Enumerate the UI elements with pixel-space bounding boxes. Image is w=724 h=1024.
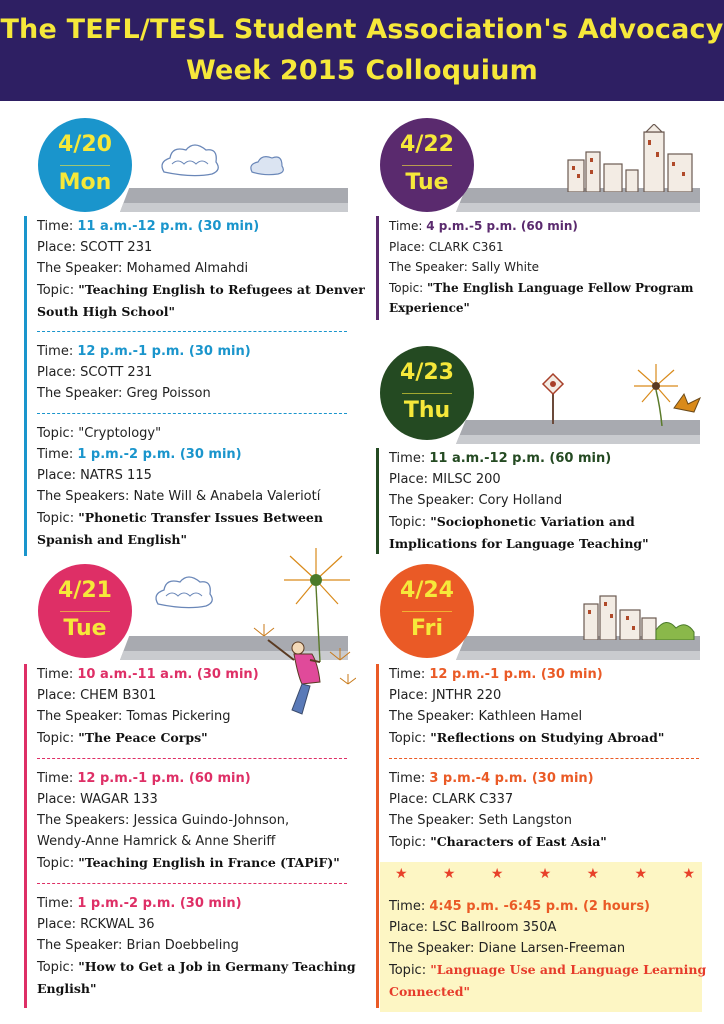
fri-date-badge xyxy=(380,564,474,658)
topic-label: Topic: xyxy=(37,960,79,975)
tue22-event-1 xyxy=(389,216,694,319)
place-value: MILSC 200 xyxy=(432,472,501,487)
topic-label: Topic: xyxy=(37,511,79,526)
place-value: CLARK C337 xyxy=(432,792,514,807)
dandelion-icon xyxy=(630,360,704,426)
place-label: Place: xyxy=(389,239,429,254)
place-label: Place: xyxy=(37,240,81,255)
place-value: SCOTT 231 xyxy=(80,365,153,380)
speaker-label: The Speaker: xyxy=(37,261,127,276)
place-value: RCKWAL 36 xyxy=(80,917,155,932)
mon-section xyxy=(24,216,365,556)
topic-value: "Cryptology" xyxy=(78,426,162,441)
place-value: SCOTT 231 xyxy=(80,240,153,255)
speaker-value: Cory Holland xyxy=(478,493,563,508)
cloud-icon xyxy=(152,574,218,614)
event-divider xyxy=(37,331,347,332)
badge-separator xyxy=(402,393,452,394)
topic-value: "Sociophonetic Variation and xyxy=(430,514,635,529)
place-value: NATRS 115 xyxy=(80,468,152,483)
tue22-date-badge xyxy=(380,118,474,212)
time-label: Time: xyxy=(389,899,430,914)
topic-label: Topic: xyxy=(389,515,431,530)
fri-event-2 xyxy=(389,768,706,853)
tue22-section xyxy=(376,216,694,320)
time-value: 1 p.m.-2 p.m. (30 min) xyxy=(77,896,242,911)
fri-day-name: Fri xyxy=(410,616,443,641)
topic-value-cont: Connected" xyxy=(389,984,471,999)
place-value: CLARK C361 xyxy=(428,239,504,254)
place-value: LSC Ballroom 350A xyxy=(432,920,557,935)
time-value: 12 p.m.-1 p.m. (30 min) xyxy=(429,667,603,682)
place-value: WAGAR 133 xyxy=(80,792,158,807)
badge-separator xyxy=(60,165,110,166)
city-buildings-icon xyxy=(560,124,700,192)
topic-value: "Teaching English in France (TAPiF)" xyxy=(78,855,340,870)
star-icon: ★ xyxy=(490,866,504,882)
badge-separator xyxy=(402,611,452,612)
star-icon: ★ xyxy=(586,866,600,882)
signpost-icon xyxy=(538,372,568,424)
speakers-label: The Speakers: xyxy=(37,813,134,828)
time-value: 4 p.m.-5 p.m. (60 min) xyxy=(426,219,578,233)
speakers-value: Jessica Guindo-Johnson, xyxy=(133,813,290,828)
speakers-label: The Speakers: xyxy=(37,489,134,504)
fri-date: 4/24 xyxy=(400,578,454,603)
event-divider xyxy=(37,758,347,759)
thu-section xyxy=(376,448,649,554)
place-label: Place: xyxy=(389,688,433,703)
topic-value: "The Peace Corps" xyxy=(78,730,208,745)
topic-label: Topic: xyxy=(37,426,79,441)
mon-event-2 xyxy=(37,341,365,404)
topic-label: Topic: xyxy=(389,963,431,978)
mon-day-name: Mon xyxy=(58,170,112,195)
mon-event-3 xyxy=(37,423,365,550)
tue21-date: 4/21 xyxy=(58,578,112,603)
topic-value-cont: Experience" xyxy=(389,301,470,315)
event-divider xyxy=(37,883,347,884)
time-value: 3 p.m.-4 p.m. (30 min) xyxy=(429,771,594,786)
topic-value: "Reflections on Studying Abroad" xyxy=(430,730,665,745)
star-icon: ★ xyxy=(442,866,456,882)
speaker-label: The Speaker: xyxy=(389,709,479,724)
time-label: Time: xyxy=(389,771,430,786)
event-divider xyxy=(389,758,699,759)
star-icon: ★ xyxy=(682,866,695,882)
topic-label: Topic: xyxy=(37,731,79,746)
place-label: Place: xyxy=(389,792,433,807)
speaker-value: Mohamed Almahdi xyxy=(126,261,249,276)
fri-event-1 xyxy=(389,664,706,749)
tue22-date: 4/22 xyxy=(400,132,454,157)
speaker-label: The Speaker: xyxy=(389,493,479,508)
topic-value: "Phonetic Transfer Issues Between xyxy=(78,510,323,525)
page-title-line1: The TEFL/TESL Student Association's Advocacy xyxy=(0,14,724,45)
tue21-event-2 xyxy=(37,768,356,874)
mon-event-1 xyxy=(37,216,365,322)
time-value: 11 a.m.-12 p.m. (60 min) xyxy=(429,451,612,466)
time-label: Time: xyxy=(389,667,430,682)
speaker-label: The Speaker: xyxy=(37,386,127,401)
speaker-value: Diane Larsen-Freeman xyxy=(478,941,626,956)
speaker-value: Kathleen Hamel xyxy=(478,709,583,724)
speaker-value: Greg Poisson xyxy=(126,386,211,401)
time-label: Time: xyxy=(37,667,78,682)
header-banner xyxy=(0,0,724,101)
thu-day-name: Thu xyxy=(403,398,451,423)
speaker-label: The Speaker: xyxy=(37,709,127,724)
time-label: Time: xyxy=(37,896,78,911)
speakers-value: Nate Will & Anabela Valeriotí xyxy=(133,489,321,504)
tue21-section xyxy=(24,664,356,1008)
fri-section xyxy=(376,664,706,1008)
time-label: Time: xyxy=(37,447,78,462)
cloud-icon xyxy=(158,142,222,182)
cloud-icon xyxy=(248,152,288,178)
time-label: Time: xyxy=(37,344,78,359)
mon-date: 4/20 xyxy=(58,132,112,157)
mon-date-badge xyxy=(38,118,132,212)
tue22-day-name: Tue xyxy=(405,170,449,195)
place-label: Place: xyxy=(37,917,81,932)
place-label: Place: xyxy=(37,468,81,483)
place-value: JNTHR 220 xyxy=(432,688,502,703)
thu-event-1 xyxy=(389,448,649,554)
speakers-value-cont: Wendy-Anne Hamrick & Anne Sheriff xyxy=(37,834,276,849)
thu-date: 4/23 xyxy=(400,360,454,385)
badge-separator xyxy=(60,611,110,612)
topic-value-cont: Spanish and English" xyxy=(37,532,187,547)
topic-label: Topic: xyxy=(37,283,79,298)
time-label: Time: xyxy=(37,219,78,234)
thu-date-badge xyxy=(380,346,474,440)
speaker-value: Seth Langston xyxy=(478,813,572,828)
topic-value: "The English Language Fellow Program xyxy=(427,280,694,295)
time-label: Time: xyxy=(37,771,78,786)
page-title-line2: Week 2015 Colloquium xyxy=(186,55,538,86)
topic-value-cont: English" xyxy=(37,981,97,996)
star-icon: ★ xyxy=(538,866,552,882)
mon-ground-strip xyxy=(120,188,348,212)
speaker-label: The Speaker: xyxy=(389,260,472,274)
speaker-label: The Speaker: xyxy=(389,941,479,956)
star-icon: ★ xyxy=(395,866,408,882)
time-value: 4:45 p.m. -6:45 p.m. (2 hours) xyxy=(429,899,650,914)
place-label: Place: xyxy=(37,365,81,380)
fri-event-3 xyxy=(389,896,706,1002)
place-label: Place: xyxy=(389,920,433,935)
topic-value-cont: South High School" xyxy=(37,304,176,319)
topic-value: "Language Use and Language Learning xyxy=(430,962,707,977)
time-label: Time: xyxy=(389,451,430,466)
speaker-label: The Speaker: xyxy=(389,813,479,828)
time-value: 11 a.m.-12 p.m. (30 min) xyxy=(77,219,260,234)
place-label: Place: xyxy=(37,688,81,703)
time-label: Time: xyxy=(389,219,427,233)
topic-value-cont: Implications for Language Teaching" xyxy=(389,536,649,551)
topic-label: Topic: xyxy=(389,280,428,295)
place-value: CHEM B301 xyxy=(80,688,157,703)
time-value: 12 p.m.-1 p.m. (60 min) xyxy=(77,771,251,786)
star-icon: ★ xyxy=(634,866,648,882)
time-value: 1 p.m.-2 p.m. (30 min) xyxy=(77,447,242,462)
speaker-value: Brian Doebbeling xyxy=(126,938,239,953)
place-label: Place: xyxy=(389,472,433,487)
time-value: 12 p.m.-1 p.m. (30 min) xyxy=(77,344,251,359)
town-buildings-icon xyxy=(578,580,696,640)
speaker-label: The Speaker: xyxy=(37,938,127,953)
place-label: Place: xyxy=(37,792,81,807)
topic-value: "Characters of East Asia" xyxy=(430,834,607,849)
badge-separator xyxy=(402,165,452,166)
time-value: 10 a.m.-11 a.m. (30 min) xyxy=(77,667,259,682)
topic-value: "Teaching English to Refugees at Denver xyxy=(78,282,365,297)
topic-label: Topic: xyxy=(389,835,431,850)
speaker-value: Sally White xyxy=(471,260,540,274)
speaker-value: Tomas Pickering xyxy=(126,709,231,724)
tue21-event-3 xyxy=(37,893,356,999)
topic-label: Topic: xyxy=(37,856,79,871)
topic-label: Topic: xyxy=(389,731,431,746)
tue21-date-badge xyxy=(38,564,132,658)
tue21-event-1 xyxy=(37,664,356,749)
event-divider xyxy=(37,413,347,414)
tue21-day-name: Tue xyxy=(63,616,107,641)
topic-value: "How to Get a Job in Germany Teaching xyxy=(78,959,356,974)
